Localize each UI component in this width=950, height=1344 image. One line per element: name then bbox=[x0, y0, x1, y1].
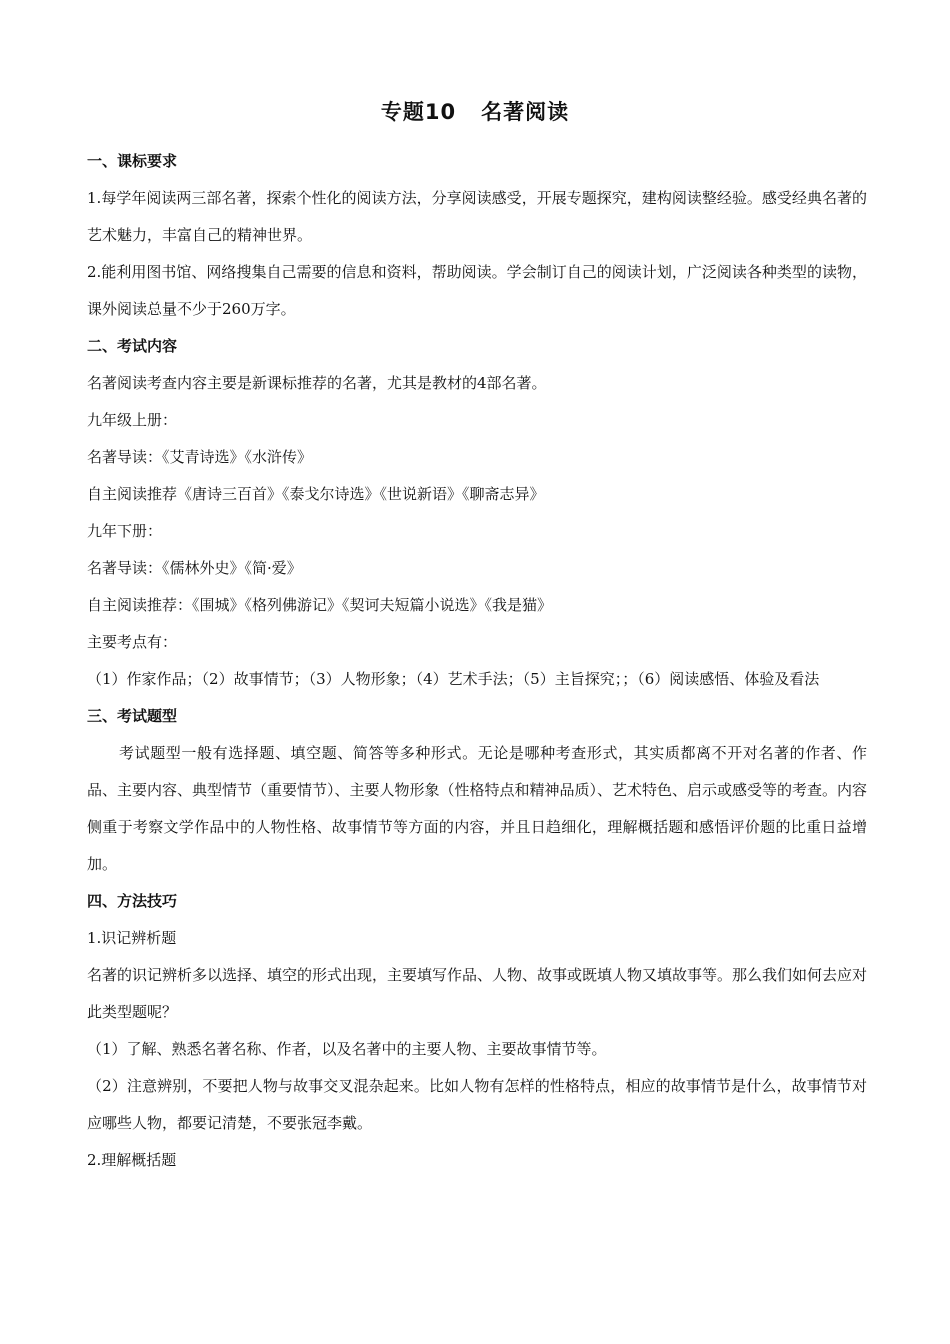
method-recall-item-1: （1）了解、熟悉名著名称、作者，以及名著中的主要人物、主要故事情节等。 bbox=[87, 1040, 607, 1058]
grade-9-first-term-label: 九年级上册： bbox=[87, 411, 178, 429]
section-heading-exam-content: 二、考试内容 bbox=[87, 337, 178, 355]
grade-9-second-term-label: 九年下册： bbox=[87, 522, 163, 540]
question-types-paragraph: 考试题型一般有选择题、填空题、简答等多种形式。无论是哪种考查形式，其实质都离不开对名著的作者、作品、主要内容、典型情节（重要情节）、主要人物形象（性格特点和精神品质）、艺术特色、启示或感受等的考查。内容侧重于考察文学作品中的人物性格、故事情节等方面的内容，并且日趋细化，理解概括题和感悟评价题的比重日益增加。 bbox=[87, 744, 868, 873]
key-points-list: （1）作家作品；（2）故事情节；（3）人物形象；（4）艺术手法；（5）主旨探究；；（6）阅读感悟、体验及看法 bbox=[87, 670, 820, 688]
exam-content-intro: 名著阅读考查内容主要是新课标推荐的名著，尤其是教材的4部名著。 bbox=[87, 374, 547, 392]
page-title: 专题10 名著阅读 bbox=[380, 100, 570, 124]
section-heading-question-types: 三、考试题型 bbox=[87, 707, 178, 725]
grade-9-first-term-guide: 名著导读：《艾青诗选》《水浒传》 bbox=[87, 448, 313, 466]
section-heading-curriculum: 一、课标要求 bbox=[87, 152, 178, 170]
curriculum-paragraph-2: 2.能利用图书馆、网络搜集自己需要的信息和资料，帮助阅读。学会制订自己的阅读计划，广泛阅读各种类型的读物，课外阅读总量不少于260万字。 bbox=[87, 263, 867, 318]
method-recall-paragraph: 名著的识记辨析多以选择、填空的形式出现，主要填写作品、人物、故事或既填人物又填故事等。那么我们如何去应对此类型题呢？ bbox=[87, 966, 868, 1021]
key-points-label: 主要考点有： bbox=[87, 633, 178, 651]
method-recall-item-2: （2）注意辨别，不要把人物与故事交叉混杂起来。比如人物有怎样的性格特点，相应的故事情节是什么，故事情节对应哪些人物，都要记清楚，不要张冠李戴。 bbox=[87, 1077, 867, 1132]
method-subheading-comprehension: 2.理解概括题 bbox=[87, 1151, 177, 1169]
section-heading-methods: 四、方法技巧 bbox=[87, 892, 178, 910]
document-body bbox=[87, 143, 867, 1179]
grade-9-first-term-self-reading: 自主阅读推荐《唐诗三百首》《泰戈尔诗选》《世说新语》《聊斋志异》 bbox=[87, 485, 545, 503]
method-subheading-recall: 1.识记辨析题 bbox=[87, 929, 177, 947]
curriculum-paragraph-1: 1.每学年阅读两三部名著，探索个性化的阅读方法，分享阅读感受，开展专题探究，建构阅读整经验。感受经典名著的艺术魅力，丰富自己的精神世界。 bbox=[87, 189, 867, 244]
grade-9-second-term-self-reading: 自主阅读推荐：《围城》《格列佛游记》《契诃夫短篇小说选》《我是猫》 bbox=[87, 596, 553, 614]
grade-9-second-term-guide: 名著导读：《儒林外史》《简·爱》 bbox=[87, 559, 302, 577]
